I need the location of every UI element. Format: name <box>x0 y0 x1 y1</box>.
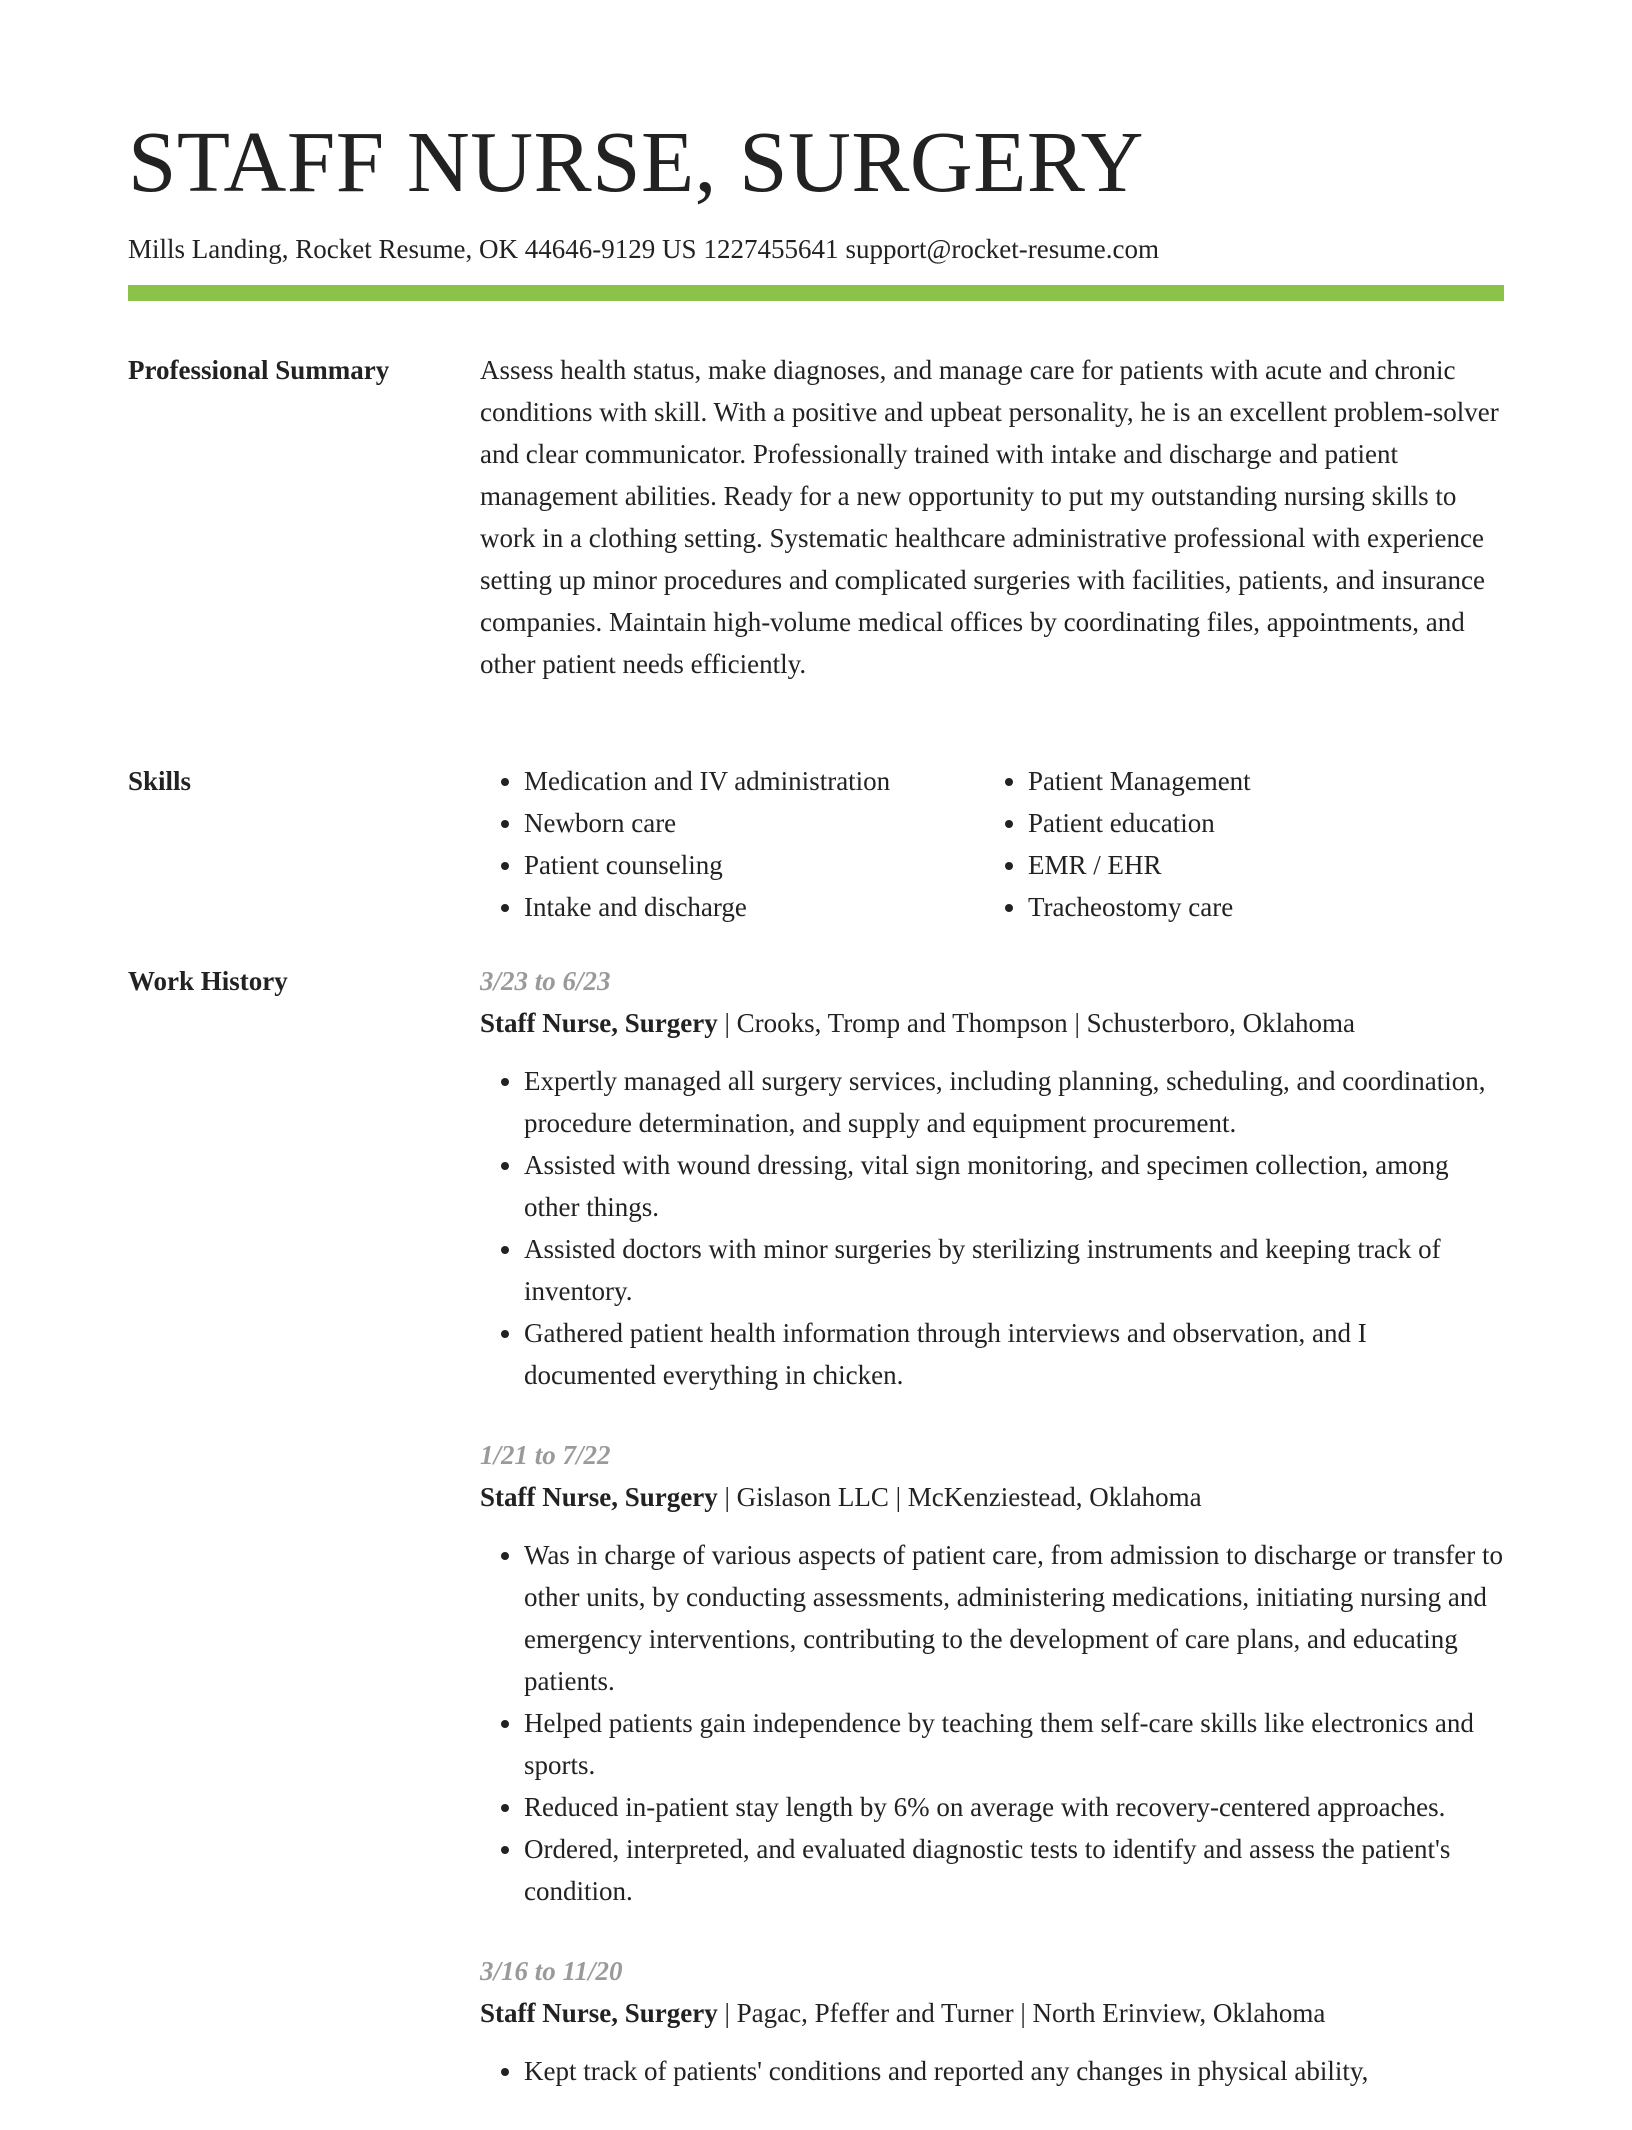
job-dates: 3/23 to 6/23 <box>480 966 611 996</box>
skills-heading: Skills <box>128 766 192 796</box>
skill-item: • Tracheostomy care <box>1028 886 1488 928</box>
contact-address: Mills Landing, Rocket Resume, OK 44646-9129 US <box>128 234 697 264</box>
skill-item: • Patient Management <box>1028 760 1488 802</box>
job-bullet: • Assisted doctors with minor surgeries by sterilizing instruments and keeping track of inventory. <box>524 1228 1504 1312</box>
skills-grid <box>480 760 1504 928</box>
summary-body <box>480 349 1504 685</box>
job-title: Staff Nurse, Surgery <box>480 1998 718 2028</box>
contact-phone: 1227455641 <box>703 234 839 264</box>
job-bullet: • Expertly managed all surgery services, including planning, scheduling, and coordination, procedure determination, and supply and equipment procurement. <box>524 1060 1504 1144</box>
skills-list-right <box>984 760 1488 928</box>
job-separator: | <box>724 1482 730 1512</box>
summary-heading: Professional Summary <box>128 355 390 385</box>
job-entry <box>480 1434 1504 1912</box>
job-title: Staff Nurse, Surgery <box>480 1008 718 1038</box>
job-bullet: • Was in charge of various aspects of patient care, from admission to discharge or transfer to other units, by conducting assessments, administering medications, initiating nursing and emergency interventions, contributing to the development of care plans, and educating patients. <box>524 1534 1504 1702</box>
skill-item: • Patient counseling <box>524 844 984 886</box>
job-location: Schusterboro, Oklahoma <box>1086 1008 1356 1038</box>
job-bullets <box>480 2050 1504 2092</box>
job-location: North Erinview, Oklahoma <box>1032 1998 1326 2028</box>
job-dates: 1/21 to 7/22 <box>480 1440 611 1470</box>
job-bullets <box>480 1534 1504 1912</box>
skills-body <box>480 760 1504 928</box>
work-history-body <box>480 960 1504 2130</box>
job-title-line <box>480 1476 1504 1518</box>
work-history-heading: Work History <box>128 966 288 996</box>
job-bullet: • Gathered patient health information through interviews and observation, and I documented everything in chicken. <box>524 1312 1504 1396</box>
skill-item: • EMR / EHR <box>1028 844 1488 886</box>
job-separator: | <box>1020 1998 1026 2028</box>
job-bullet: • Helped patients gain independence by teaching them self-care skills like electronics and sports. <box>524 1702 1504 1786</box>
contact-line <box>128 233 1159 265</box>
job-title-line <box>480 1002 1504 1044</box>
contact-email: support@rocket-resume.com <box>845 234 1159 264</box>
job-entry <box>480 960 1504 1396</box>
job-company: Pagac, Pfeffer and Turner <box>736 1998 1014 2028</box>
job-bullet: • Reduced in-patient stay length by 6% on average with recovery-centered approaches. <box>524 1786 1504 1828</box>
job-dates: 3/16 to 11/20 <box>480 1956 623 1986</box>
job-title: Staff Nurse, Surgery <box>480 1482 718 1512</box>
job-bullet: • Kept track of patients' conditions and reported any changes in physical ability, <box>524 2050 1504 2092</box>
skills-list-left <box>480 760 984 928</box>
job-separator: | <box>724 1998 730 2028</box>
job-entry <box>480 1950 1504 2092</box>
job-title-line <box>480 1992 1504 2034</box>
skill-item: • Medication and IV administration <box>524 760 984 802</box>
skill-item: • Intake and discharge <box>524 886 984 928</box>
job-location: McKenziestead, Oklahoma <box>907 1482 1202 1512</box>
skill-item: • Patient education <box>1028 802 1488 844</box>
job-company: Gislason LLC <box>736 1482 889 1512</box>
job-bullet: • Ordered, interpreted, and evaluated diagnostic tests to identify and assess the patient's condition. <box>524 1828 1504 1912</box>
job-bullet: • Assisted with wound dressing, vital sign monitoring, and specimen collection, among other things. <box>524 1144 1504 1228</box>
summary-text: Assess health status, make diagnoses, and manage care for patients with acute and chronic conditions with skill. With a positive and upbeat personality, he is an excellent problem-solver and clear communicator. Professionally trained with intake and discharge and patient management abilities. Ready for a new opportunity to put my outstanding nursing skills to work in a clothing setting. Systematic healthcare administrative professional with experience setting up minor procedures and complicated surgeries with facilities, patients, and insurance companies. Maintain high-volume medical offices by coordinating files, appointments, and other patient needs efficiently. <box>480 355 1499 679</box>
job-company: Crooks, Tromp and Thompson <box>736 1008 1068 1038</box>
header-accent-rule <box>128 285 1504 301</box>
skill-item: • Newborn care <box>524 802 984 844</box>
job-separator: | <box>1074 1008 1080 1038</box>
job-bullets <box>480 1060 1504 1396</box>
job-separator: | <box>895 1482 902 1512</box>
resume-name: STAFF NURSE, SURGERY <box>128 113 1144 210</box>
job-separator: | <box>724 1008 730 1038</box>
